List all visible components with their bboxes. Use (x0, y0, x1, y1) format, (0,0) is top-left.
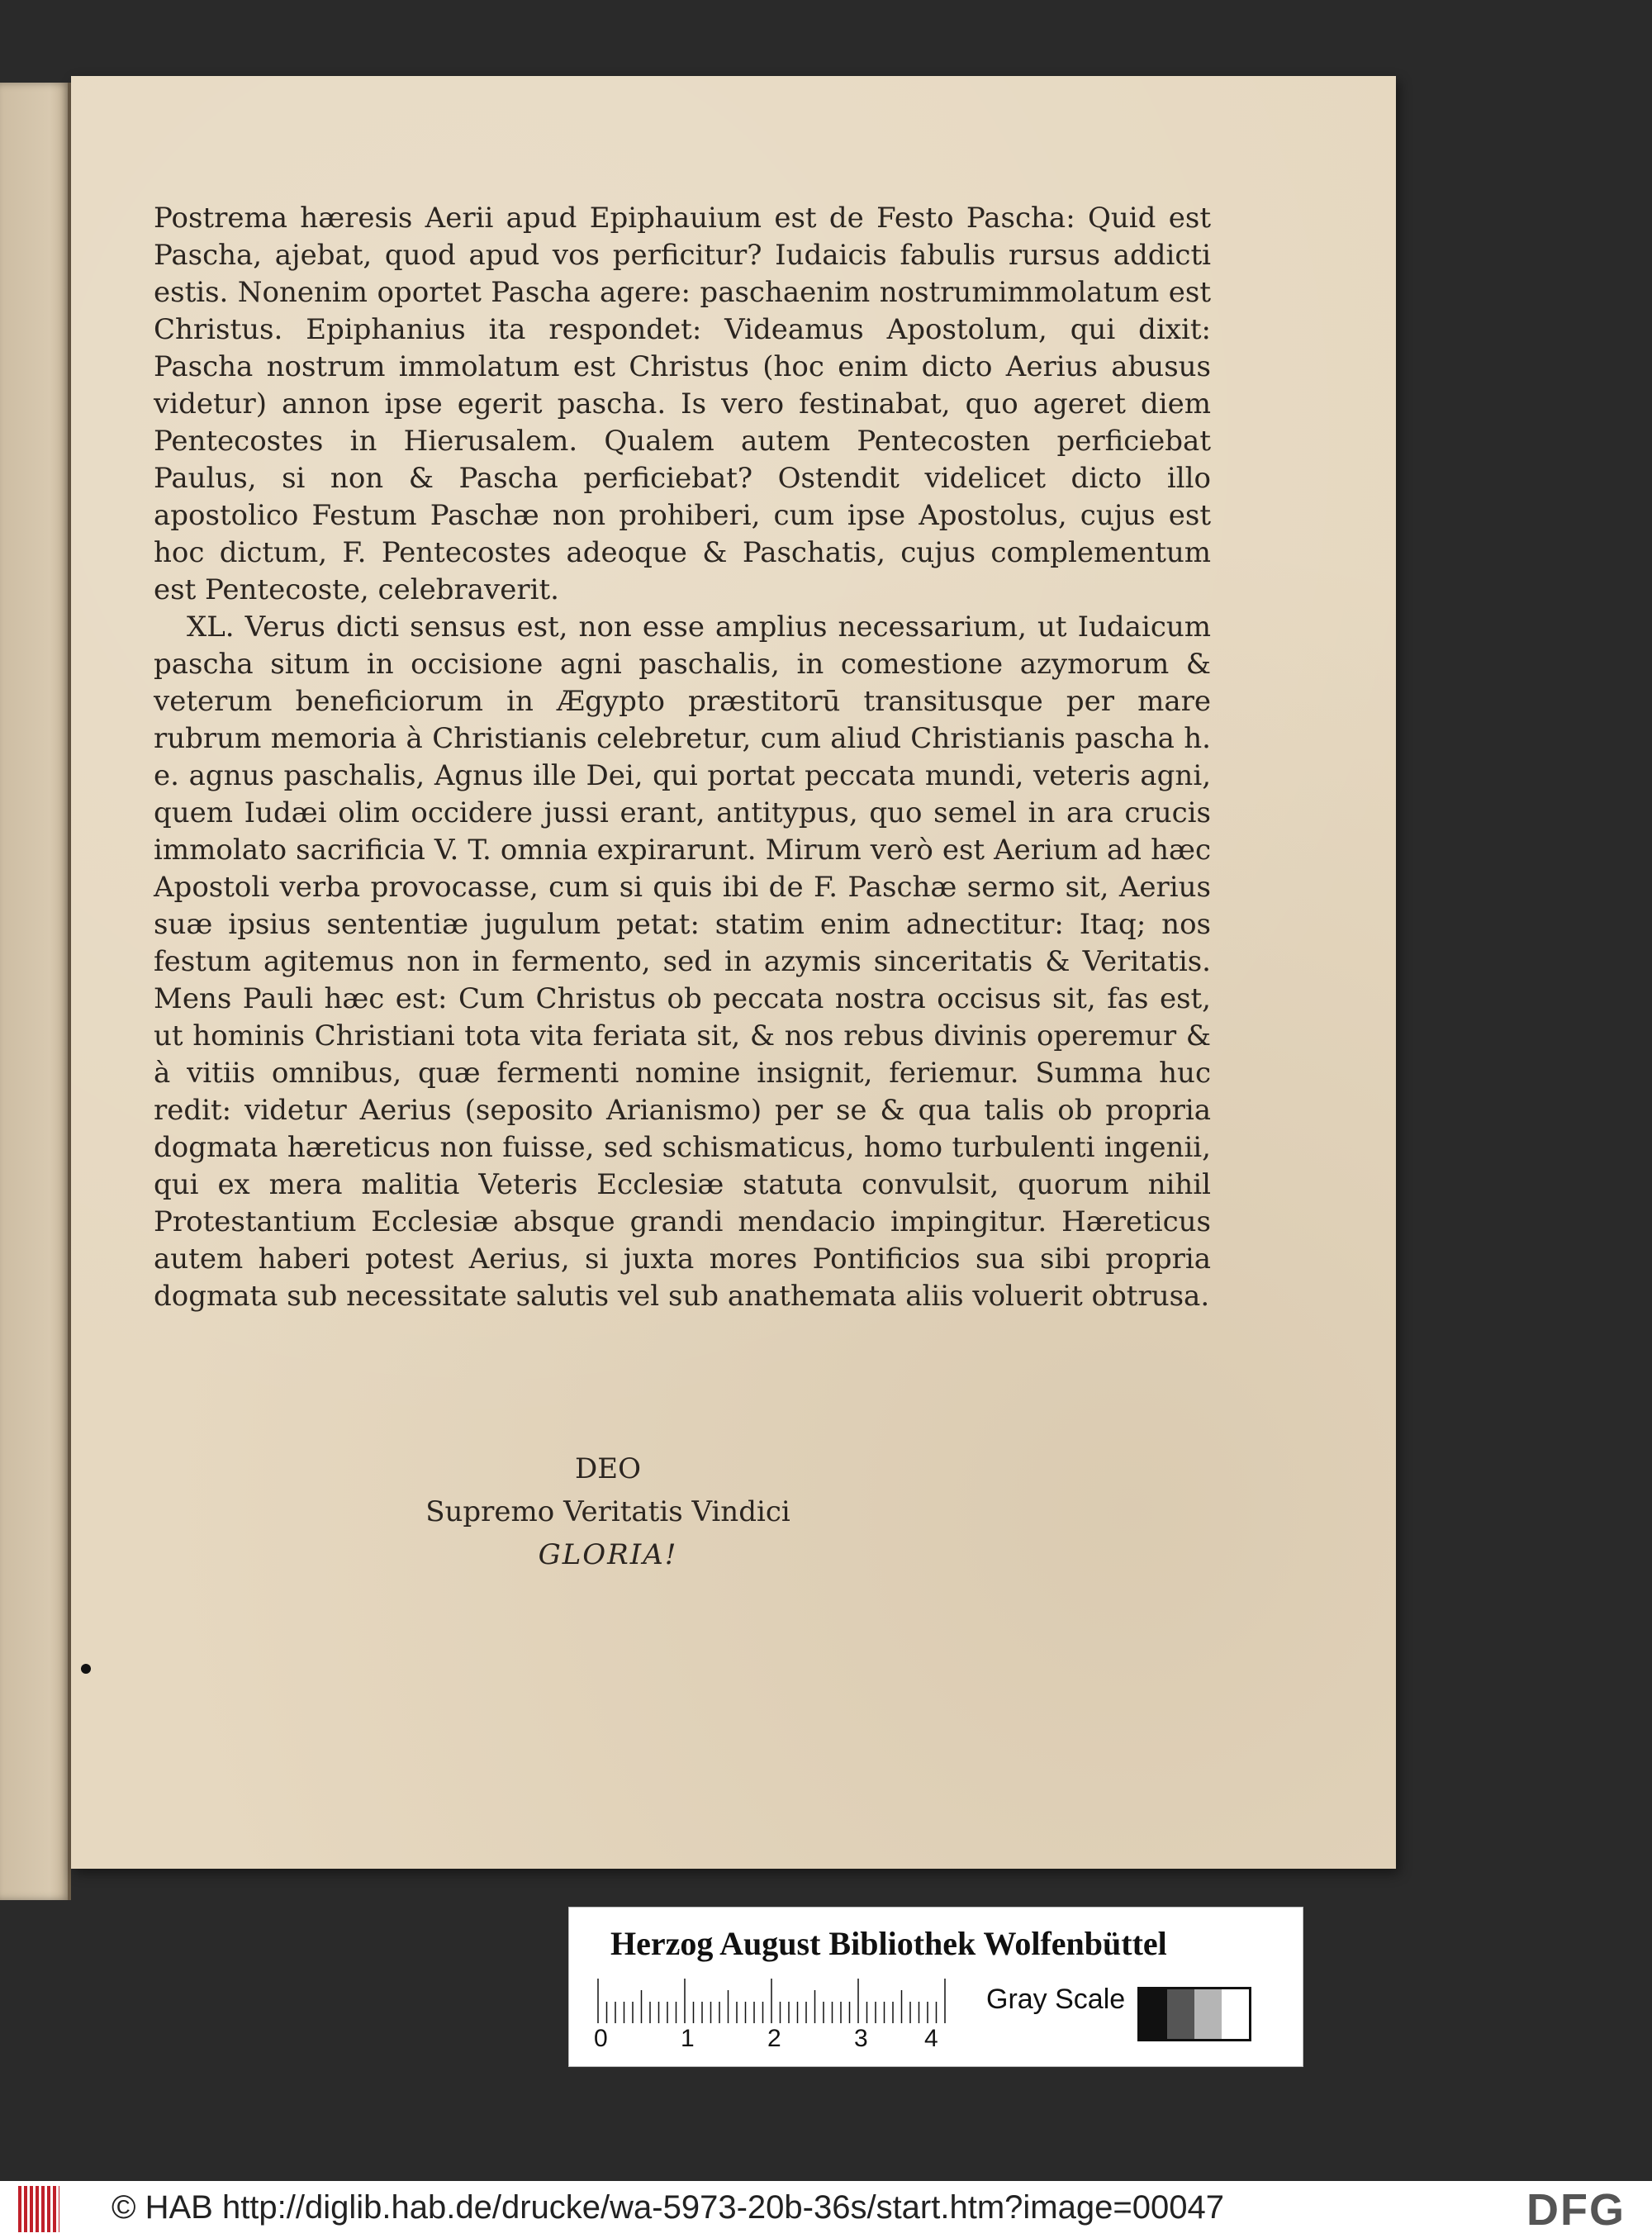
gray-swatch-3 (1194, 1989, 1222, 2039)
grayscale-swatches (1137, 1987, 1251, 2041)
gray-swatch-1 (1140, 1989, 1167, 2039)
gray-swatch-4 (1222, 1989, 1249, 2039)
footer-bar (0, 2181, 1652, 2238)
dfg-logo: DFG (1526, 2185, 1626, 2235)
gray-swatch-2 (1167, 1989, 1194, 2039)
grayscale-label: Gray Scale (986, 1984, 1126, 2015)
color-reference-card (568, 1907, 1303, 2067)
ruler-label: 3 (854, 2025, 868, 2052)
ruler-label: 2 (767, 2025, 781, 2052)
ruler-label: 0 (594, 2025, 608, 2052)
left-facing-page (0, 83, 71, 1900)
barcode-icon (18, 2186, 59, 2232)
closing-line-deo: DEO (575, 1452, 641, 1485)
document-page (71, 76, 1396, 1869)
ruler-labels (594, 2025, 941, 2058)
source-url[interactable]: © HAB http://diglib.hab.de/drucke/wa-5973-20b-36s/start.htm?image=00047 (112, 2189, 1224, 2226)
ruler-scale (594, 1977, 949, 2023)
closing-line-gloria: GLORIA! (538, 1538, 678, 1571)
ruler-label: 4 (924, 2025, 938, 2052)
closing-dedication (236, 1447, 980, 1576)
ruler-label: 1 (681, 2025, 695, 2052)
body-text (154, 200, 1211, 1315)
binding-dot (81, 1664, 91, 1674)
paragraph-1: Postrema hæresis Aerii apud Epiphauium est de Festo Pascha: Quid est Pascha, ajebat, quod apud vos perficitur? Iudaicis fabulis rursus addicti estis. Nonenim oportet Pascha agere: paschaenim nostrumimmolatum est Christus. Epiphanius ita respondet: Videamus Apostolum, qui dixit: Pascha nostrum immolatum est Christus (hoc enim dicto Aerius abusus videtur) annon ipse egerit pascha. Is vero festinabat, quo ageret diem Pentecostes in Hierusalem. Qualem autem Pentecosten perficiebat Paulus, si non & Pascha perficiebat? Ostendit videlicet dicto illo apostolico Festum Paschæ non prohiberi, cum ipse Apostolus, cujus est hoc dictum, F. Pentecostes adeoque & Paschatis, cujus complementum est Pentecoste, celebraverit. (154, 202, 1211, 606)
paragraph-2: XL. Verus dicti sensus est, non esse amplius necessarium, ut Iudaicum pascha situm in occisione agni paschalis, in comestione azymorum & veterum beneficiorum in Ægypto præstitorū transitusque per mare rubrum memoria à Christianis celebretur, cum aliud Christianis pascha h. e. agnus paschalis, Agnus ille Dei, qui portat peccata mundi, veteris agni, quem Iudæi olim occidere jussi erant, antitypus, quo semel in ara crucis immolato sacrificia V. T. omnia expirarunt. Mirum verò est Aerium ad hæc Apostoli verba provocasse, cum si quis ibi de F. Paschæ sermo sit, Aerius suæ ipsius sententiæ jugulum petat: statim enim adnectitur: Itaq; nos festum agitemus non in fermento, sed in azymis sinceritatis & Veritatis. Mens Pauli hæc est: Cum Christus ob peccata nostra occisus sit, fas est, ut hominis Christiani tota vita feriata sit, & nos rebus divinis operemur & à vitiis omnibus, quæ fermenti nomine insignit, feriemur. Summa huc redit: videtur Aerius (seposito Arianismo) per se & qua talis ob propria dogmata hæreticus non fuisse, sed schismaticus, homo turbulenti ingenii, qui ex mera malitia Veteris Ecclesiæ statuta convulsit, quorum nihil Protestantium Ecclesiæ absque grandi mendacio impingitur. Hæreticus autem haberi potest Aerius, si juxta mores Pontificios sua sibi propria dogmata sub necessitate salutis vel sub anathemata aliis voluerit obtrusa. (154, 611, 1211, 1313)
closing-line-vindici: Supremo Veritatis Vindici (425, 1495, 790, 1528)
library-name: Herzog August Bibliothek Wolfenbüttel (610, 1925, 1167, 1962)
